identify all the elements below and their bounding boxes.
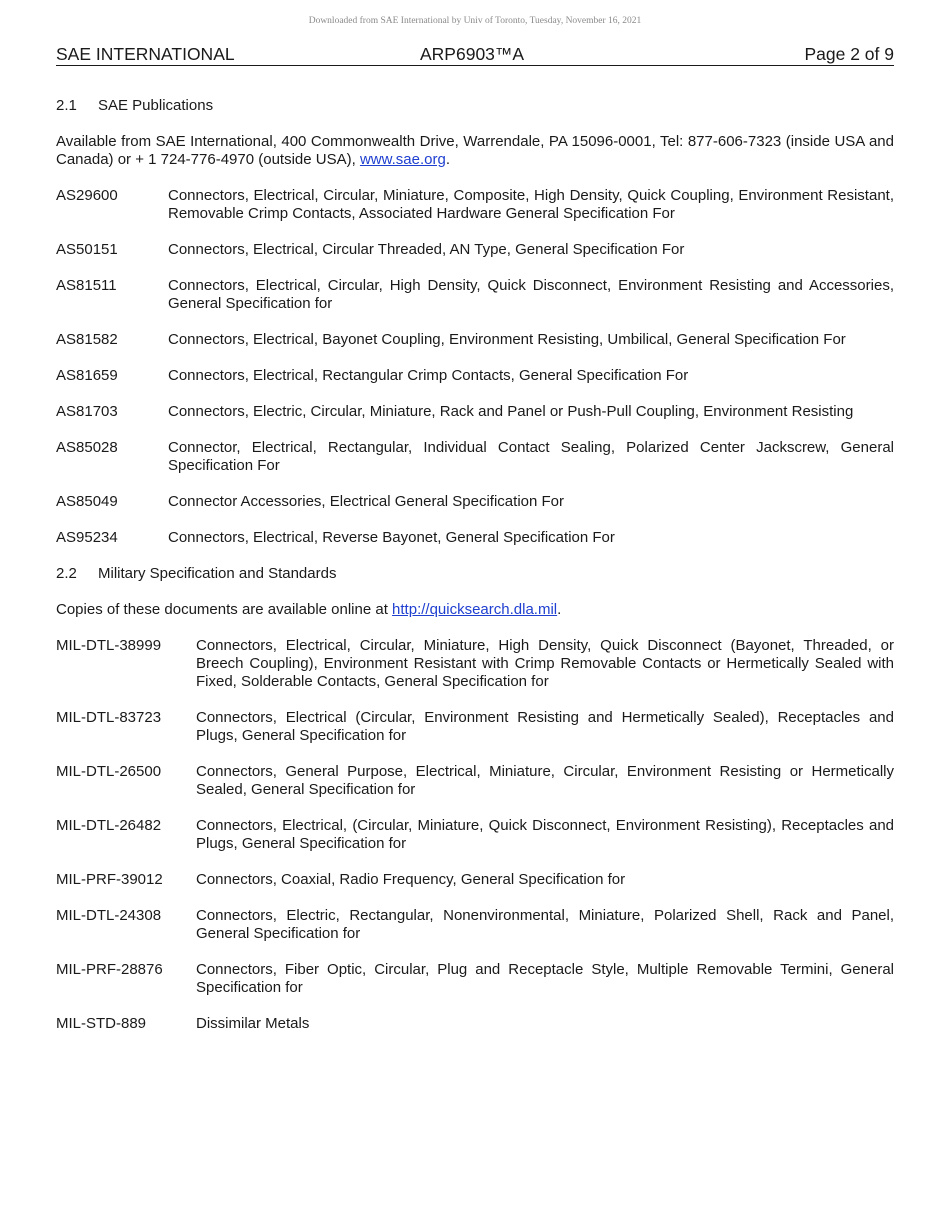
reference-title: Connectors, Fiber Optic, Circular, Plug and Receptacle Style, Multiple Removable Termini, General Specification for [196, 961, 894, 996]
dla-quicksearch-link[interactable]: http://quicksearch.dla.mil [392, 601, 558, 618]
reference-title: Connectors, Electric, Circular, Miniature, Rack and Panel or Push-Pull Coupling, Environment Resisting [168, 403, 854, 420]
document-body [56, 97, 894, 1033]
reference-title: Connectors, Electric, Rectangular, Nonenvironmental, Miniature, Polarized Shell, Rack and Panel, General Specification for [196, 907, 894, 942]
reference-item [56, 187, 894, 223]
reference-title: Dissimilar Metals [196, 1015, 310, 1032]
reference-item [56, 241, 894, 259]
reference-code: AS29600 [56, 187, 118, 204]
reference-item [56, 1015, 894, 1033]
reference-item [56, 871, 894, 889]
reference-item [56, 529, 894, 547]
sae-website-link[interactable]: www.sae.org [359, 151, 446, 168]
reference-title: Connector, Electrical, Rectangular, Individual Contact Sealing, Polarized Center Jackscrew, General Specification For [168, 439, 894, 474]
reference-code: MIL-DTL-26500 [56, 763, 162, 780]
reference-item [56, 493, 894, 511]
reference-item [56, 439, 894, 475]
reference-title: Connectors, Electrical, Circular, High Density, Quick Disconnect, Environment Resisting and Accessories, General Specification for [168, 277, 894, 312]
reference-title: Connectors, General Purpose, Electrical, Miniature, Circular, Environment Resisting or Hermetically Sealed, General Specification for [196, 763, 894, 798]
reference-item [56, 403, 894, 421]
reference-code: MIL-DTL-24308 [56, 907, 162, 924]
reference-item [56, 817, 894, 853]
reference-code: AS81659 [56, 367, 118, 384]
reference-title: Connectors, Electrical (Circular, Environment Resisting and Hermetically Sealed), Receptacles and Plugs, General Specification for [196, 709, 894, 744]
reference-code: AS95234 [56, 529, 118, 546]
intro-text: Available from SAE International, 400 Commonwealth Drive, Warrendale, PA 15096-0001, Tel: 877-606-7323 (inside USA and Canada) or + 1 724-776-4970 (outside USA), [56, 133, 894, 168]
section-number: 2.2 [56, 565, 77, 582]
section-title: SAE Publications [98, 97, 214, 114]
military-reference-list [56, 637, 894, 1033]
intro-end: . [557, 601, 562, 618]
page-header [56, 44, 894, 66]
reference-title: Connectors, Electrical, Circular Threaded, AN Type, General Specification For [168, 241, 685, 258]
section-2-2-heading [56, 565, 894, 583]
header-doc-id: ARP6903™A [420, 44, 525, 64]
reference-item [56, 367, 894, 385]
reference-code: MIL-DTL-83723 [56, 709, 162, 726]
reference-title: Connectors, Electrical, Reverse Bayonet, General Specification For [168, 529, 615, 546]
reference-item [56, 961, 894, 997]
reference-code: AS81703 [56, 403, 118, 420]
header-page-number: Page 2 of 9 [804, 44, 894, 64]
reference-title: Connectors, Electrical, Circular, Miniature, Composite, High Density, Quick Coupling, Environment Resistant, Removable Crimp Contacts, Associated Hardware General Specification For [168, 187, 894, 222]
header-org: SAE INTERNATIONAL [56, 44, 235, 64]
reference-item [56, 331, 894, 349]
reference-item [56, 907, 894, 943]
reference-title: Connectors, Electrical, Rectangular Crimp Contacts, General Specification For [168, 367, 689, 384]
intro-text: Copies of these documents are available online at [56, 601, 393, 618]
reference-title: Connectors, Electrical, Bayonet Coupling, Environment Resisting, Umbilical, General Specification For [168, 331, 846, 348]
section-number: 2.1 [56, 97, 77, 114]
reference-item [56, 277, 894, 313]
reference-code: MIL-PRF-28876 [56, 961, 163, 978]
intro-end: . [445, 151, 450, 168]
reference-code: MIL-STD-889 [56, 1015, 147, 1032]
section-title: Military Specification and Standards [98, 565, 337, 582]
reference-code: MIL-DTL-38999 [56, 637, 162, 654]
reference-code: AS81511 [56, 277, 117, 294]
reference-title: Connectors, Electrical, Circular, Miniature, High Density, Quick Disconnect (Bayonet, Threaded, or Breech Coupling), Environment Resistant with Crimp Removable Contacts or Hermetically Sealed with Fixed, Solderable Contacts, General Specification for [196, 637, 894, 690]
reference-item [56, 763, 894, 799]
sae-reference-list [56, 187, 894, 547]
section-2-2-intro [56, 601, 894, 619]
reference-code: AS85049 [56, 493, 118, 510]
reference-item [56, 709, 894, 745]
section-2-1-intro [56, 133, 894, 169]
reference-code: AS50151 [56, 241, 118, 258]
download-watermark: Downloaded from SAE International by Univ of Toronto, Tuesday, November 16, 2021 [308, 16, 642, 26]
reference-code: AS81582 [56, 331, 118, 348]
reference-title: Connector Accessories, Electrical General Specification For [168, 493, 565, 510]
reference-item [56, 637, 894, 691]
reference-title: Connectors, Electrical, (Circular, Miniature, Quick Disconnect, Environment Resisting), Receptacles and Plugs, General Specification for [196, 817, 894, 852]
reference-code: MIL-DTL-26482 [56, 817, 162, 834]
section-2-1-heading [56, 97, 894, 115]
reference-code: MIL-PRF-39012 [56, 871, 163, 888]
reference-code: AS85028 [56, 439, 118, 456]
reference-title: Connectors, Coaxial, Radio Frequency, General Specification for [196, 871, 626, 888]
